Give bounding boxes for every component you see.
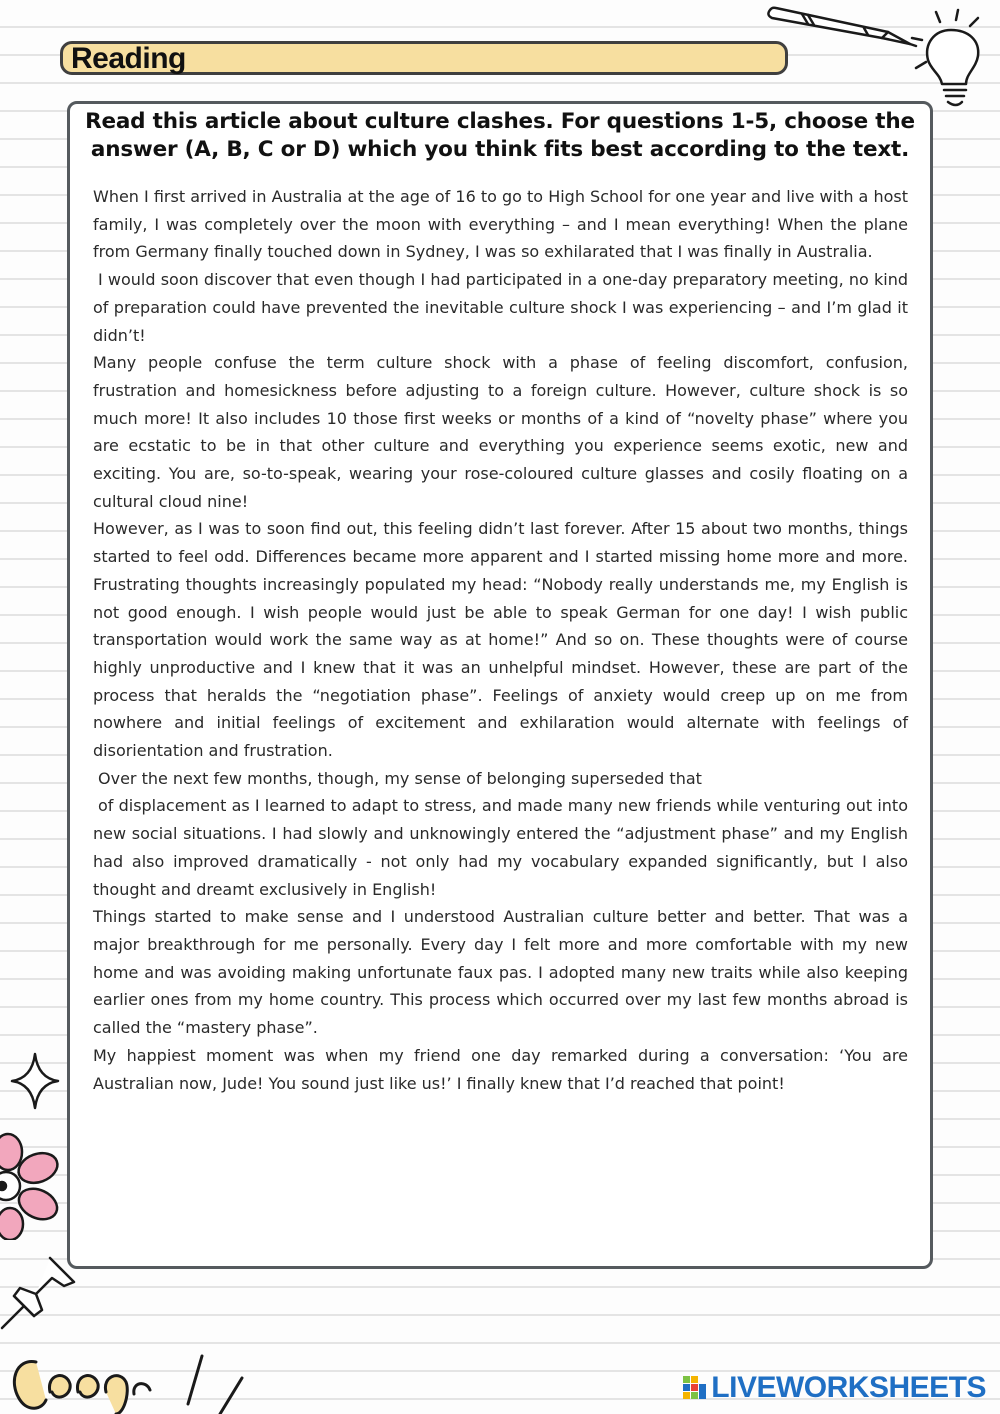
article-paragraph: of displacement as I learned to adapt to stress, and made many new friends while venturing out into new social situations. I had slowly and unknowingly entered the “adjustment phase” and my English had also improved dramatically - not only had my vocabulary expanded significantly, but I also thought and dreamt exclusively in English! xyxy=(93,796,908,899)
section-banner xyxy=(60,41,788,75)
article-paragraph: My happiest moment was when my friend one day remarked during a conversation: ‘You are Australian now, Jude! You sound just like us!’ I finally knew that I’d reached that point! xyxy=(93,1045,908,1093)
instructions-heading: Read this article about culture clashes. For questions 1-5, choose the answer (A, B, C or D) which you think fits best according to the text. xyxy=(85,109,915,162)
doodle-icon xyxy=(6,1352,246,1414)
flower-icon xyxy=(0,1130,62,1240)
lightbulb-icon xyxy=(906,8,996,112)
pen-icon xyxy=(764,2,922,50)
liveworksheets-logo-icon xyxy=(683,1376,707,1400)
liveworksheets-brand[interactable] xyxy=(683,1373,986,1403)
article-paragraph: However, as I was to soon find out, this feeling didn’t last forever. After 15 about two months, things started to feel odd. Differences became more apparent and I started missing home more and more. Frustrating thoughts increasingly populated my head: “Nobody really understands me, my English is not good enough. I wish people would just be able to speak German for one day! I wish public transportation would work the same way as at home!” And so on. These thoughts were of course highly unproductive and I knew that it was an unhelpful mindset. However, these are part of the process that heralds the “negotiation phase”. Feelings of anxiety would creep up on me from nowhere and initial feelings of excitement and exhilaration would alternate with feelings of disorientation and frustration. xyxy=(93,519,908,761)
section-title: Reading xyxy=(71,42,186,75)
article-paragraph: Over the next few months, though, my sense of belonging superseded that xyxy=(98,768,702,788)
article-paragraph: When I first arrived in Australia at the age of 16 to go to High School for one year and live with a host family, I was completely over the moon with everything – and I mean everything! When the plane from Germany finally touched down in Sydney, I was so exhilarated that I was finally in Australia. xyxy=(93,187,908,262)
article-paragraph: I would soon discover that even though I had participated in a one-day preparatory meeting, no kind of preparation could have prevented the inevitable culture shock I was experiencing – and I’m glad it didn’t! xyxy=(93,270,908,345)
brand-name: LIVEWORKSHEETS xyxy=(711,1371,986,1404)
article-paragraph: Things started to make sense and I understood Australian culture better and better. That was a major breakthrough for me personally. Every day I felt more and more comfortable with my new home and was avoiding making unfortunate faux pas. I adopted many new traits while also keeping earlier ones from my home country. This process which occurred over my last few months abroad is called the “mastery phase”. xyxy=(93,907,908,1038)
sparkle-icon xyxy=(10,1052,60,1110)
article-body xyxy=(93,183,908,1097)
article-card xyxy=(67,101,933,1269)
article-paragraph: Many people confuse the term culture shock with a phase of feeling discomfort, confusion, frustration and homesickness before adjusting to a foreign culture. However, culture shock is so much more! It also includes 10 those first weeks or months of a kind of “novelty phase” where you are ecstatic to be in that other culture and everything you experience seems exotic, new and exciting. You are, so-to-speak, wearing your rose-coloured culture glasses and cosily floating on a cultural cloud nine! xyxy=(93,353,908,511)
